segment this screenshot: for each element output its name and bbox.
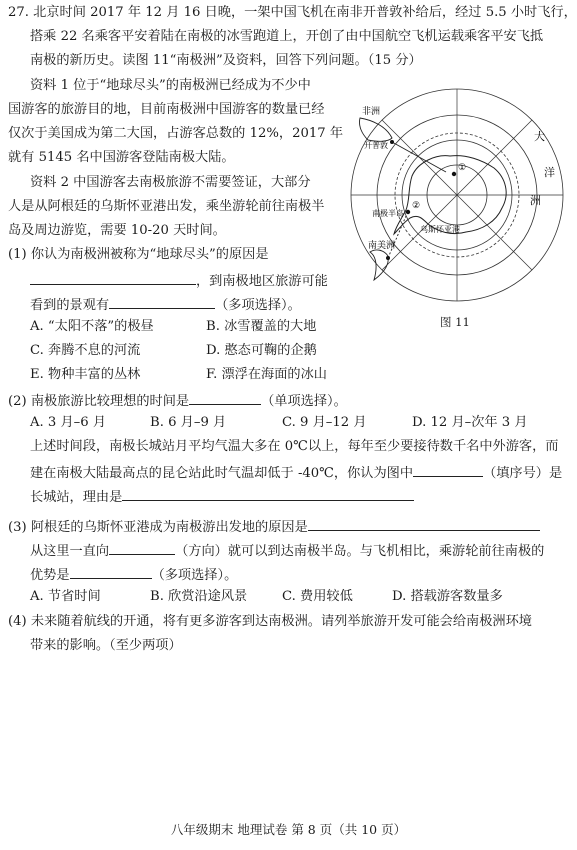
q2-option-d[interactable]: D. 12 月–次年 3 月 — [412, 415, 528, 430]
q3-line-3 — [30, 564, 237, 585]
map-label-zhou: 洲 — [530, 194, 541, 207]
q3-option-c[interactable]: C. 费用较低 — [282, 589, 353, 604]
q1-option-f[interactable]: F. 漂浮在海面的冰山 — [206, 367, 327, 382]
map-route-ushuaia — [388, 216, 406, 258]
q1-line-1: (1) 你认为南极洲被称为“地球尽头”的原因是 — [8, 247, 269, 262]
antarctica-map — [348, 84, 566, 306]
q2-line-4 — [30, 462, 562, 483]
q1-line-3-suffix: （多项选择）。 — [215, 298, 301, 313]
q1-line-2 — [30, 270, 328, 291]
q2-line-5-prefix: 长城站，理由是 — [30, 490, 123, 505]
material-1-line-2: 国游客的旅游目的地，目前南极洲中国游客的数量已经 — [8, 102, 325, 117]
map-label-yang: 洋 — [544, 166, 555, 179]
map-ushuaia-point — [386, 256, 390, 260]
material-2-line-2: 人是从阿根廷的乌斯怀亚港出发，乘坐游轮前往南极半 — [8, 199, 325, 214]
map-label-capetown: 开普敦 — [364, 141, 388, 150]
map-station-point-1 — [452, 172, 456, 176]
q2-line-4-suffix: （填序号）是 — [483, 466, 563, 481]
q1-option-c[interactable]: C. 奔腾不息的河流 — [30, 343, 141, 358]
question-intro-line-2: 搭乘 22 名乘客平安着陆在南极的冰雪跑道上，开创了由中国航空飞机运载乘客平安飞抵 — [30, 29, 544, 44]
map-capetown-point — [390, 140, 394, 144]
q2-line-1-suffix: （单项选择）。 — [261, 394, 347, 409]
material-1-line-3: 仅次于美国成为第二大国，占游客总数的 12%，2017 年 — [8, 126, 344, 141]
q3-line-1-prefix: (3) 阿根廷的乌斯怀亚港成为南极游出发地的原因是 — [8, 520, 308, 535]
q3-line-2 — [30, 540, 544, 561]
q2-line-1 — [8, 390, 347, 411]
question-intro-line-1: 27. 北京时间 2017 年 12 月 16 日晚，一架中国飞机在南非开普敦补给后，经过 5.5 小时飞行， — [8, 5, 577, 20]
q2-option-a[interactable]: A. 3 月–6 月 — [30, 415, 107, 430]
map-africa-outline — [359, 118, 392, 141]
q3-line-3-suffix: （多项选择）。 — [151, 568, 238, 583]
map-label-africa: 非洲 — [362, 107, 381, 117]
q1-line-2-suffix: ，到南极地区旅游可能 — [196, 274, 328, 289]
q2-option-c[interactable]: C. 9 月–12 月 — [282, 415, 367, 430]
q3-answer-blank-3[interactable] — [70, 564, 152, 579]
map-label-1: ① — [458, 163, 467, 173]
q2-answer-blank-2[interactable] — [413, 462, 483, 477]
q3-option-d[interactable]: D. 搭载游客数量多 — [392, 589, 503, 604]
map-label-2: ② — [412, 201, 421, 211]
material-1-line-4: 就有 5145 名中国游客登陆南极大陆。 — [8, 150, 235, 165]
q2-line-1-prefix: (2) 南极旅游比较理想的时间是 — [8, 394, 190, 409]
material-2-line-3: 岛及周边游览，需要 10-20 天时间。 — [8, 223, 226, 238]
q4-line-1: (4) 未来随着航线的开通，将有更多游客到达南极洲。请列举旅游开发可能会给南极洲环境 — [8, 614, 532, 629]
q3-answer-blank-2[interactable] — [109, 540, 175, 555]
figure-caption: 图 11 — [440, 315, 470, 329]
q1-line-3 — [30, 294, 301, 315]
q1-option-e[interactable]: E. 物种丰富的丛林 — [30, 367, 141, 382]
q1-answer-blank-1[interactable] — [30, 270, 196, 285]
q2-line-5 — [30, 486, 414, 507]
q3-line-2-prefix: 从这里一直向 — [30, 544, 110, 559]
page-footer: 八年级期末 地理试卷 第 8 页（共 10 页） — [170, 822, 407, 837]
q1-line-3-prefix: 看到的景观有 — [30, 298, 110, 313]
q1-option-b[interactable]: B. 冰雪覆盖的大地 — [206, 319, 317, 334]
q2-option-b[interactable]: B. 6 月–9 月 — [150, 415, 227, 430]
q3-line-3-prefix: 优势是 — [30, 568, 70, 583]
q1-option-a[interactable]: A. “太阳不落”的极昼 — [30, 319, 154, 334]
map-label-ushuaia: 乌斯怀亚港 — [420, 225, 460, 234]
q1-answer-blank-2[interactable] — [109, 294, 215, 309]
map-south-america-outline — [370, 250, 388, 280]
question-intro-line-3: 南极的新历史。读图 11“南极洲”及资料，回答下列问题。（15 分） — [30, 53, 422, 68]
q3-option-b[interactable]: B. 欣赏沿途风景 — [150, 589, 248, 604]
q2-answer-blank-1[interactable] — [189, 390, 261, 405]
q1-option-d[interactable]: D. 憨态可鞠的企鹅 — [206, 343, 317, 358]
q4-line-2: 带来的影响。（至少两项） — [30, 638, 182, 653]
q2-line-4-prefix: 建在南极大陆最高点的昆仑站此时气温却低于 -40℃，你认为图中 — [30, 466, 414, 481]
map-label-peninsula: 南极半岛 — [372, 209, 404, 218]
map-station-point-2 — [406, 210, 410, 214]
q2-answer-blank-3[interactable] — [122, 486, 414, 501]
q3-answer-blank-1[interactable] — [308, 516, 540, 531]
q3-option-a[interactable]: A. 节省时间 — [30, 589, 101, 604]
q3-line-1 — [8, 516, 540, 537]
q4-answer-area[interactable] — [30, 664, 550, 804]
map-label-da: 大 — [534, 130, 545, 143]
q2-line-3: 上述时间段，南极长城站月平均气温大多在 0℃以上，每年至少要接待数千名中外游客，而 — [30, 439, 559, 454]
q3-line-2-suffix: （方向）就可以到达南极半岛。与飞机相比，乘游轮前往南极的 — [175, 544, 545, 559]
material-1-line-1: 资料 1 位于“地球尽头”的南极洲已经成为不少中 — [30, 78, 311, 93]
map-label-south-america: 南美洲 — [368, 241, 396, 251]
material-2-line-1: 资料 2 中国游客去南极旅游不需要签证，大部分 — [30, 175, 311, 190]
